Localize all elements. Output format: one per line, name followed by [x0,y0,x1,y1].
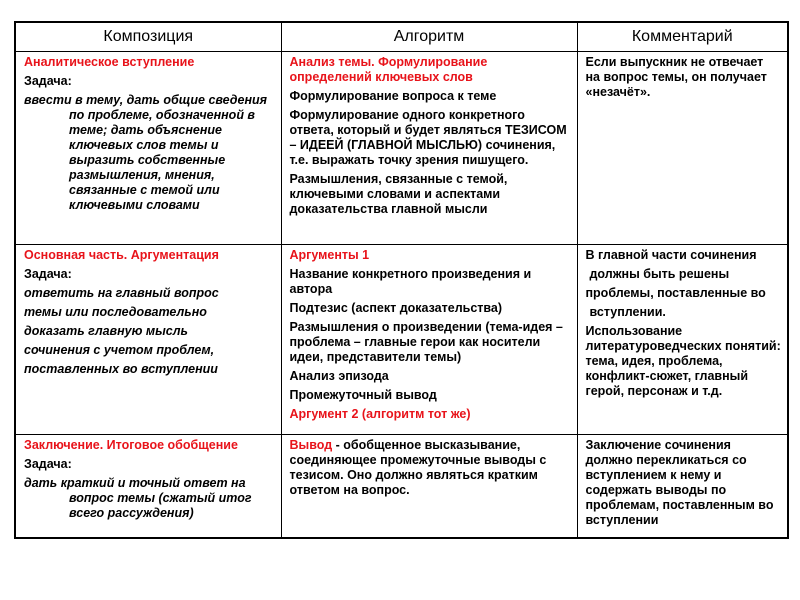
algorithm-step: Размышления о произведении (тема-идея – проблема – главные герои как носители идеи, представители темы) [289,320,563,364]
algorithm-cell [281,435,577,538]
task-label: Задача: [24,74,72,88]
algorithm-step: Название конкретного произведения и автора [289,267,532,296]
comment-text: Если выпускник не отвечает на вопрос темы, он получает «незачёт». [585,55,767,99]
task-line: поставленных во вступлении [24,362,218,376]
comment-line: вступлении. [589,305,666,319]
algorithm-title: Аргументы 1 [289,248,370,262]
algorithm-step: Подтезис (аспект доказательства) [289,301,503,315]
conclusion-lead: Вывод [289,438,333,452]
table-row [15,52,788,245]
header-comment: Комментарий [577,22,788,52]
algorithm-step: Формулирование одного конкретного ответа, который и будет являться ТЕЗИСОМ – ИДЕЕЙ (ГЛАВНОЙ МЫСЛЬЮ) сочинения, т.е. выражать точку зрения пишущего. [289,108,567,167]
algorithm-step: Формулирование вопроса к теме [289,89,497,103]
task-line: темы или последовательно [24,305,207,319]
composition-cell [15,435,281,538]
table-row [15,245,788,435]
task-line: доказать главную мысль [24,324,188,338]
algorithm-footer: Аргумент 2 (алгоритм тот же) [289,407,471,421]
task-line: ответить на главный вопрос [24,286,219,300]
algorithm-step: Анализ эпизода [289,369,389,383]
header-row [15,22,788,52]
composition-cell [15,52,281,245]
comment-text: Заключение сочинения должно перекликаться со вступлением к нему и содержать выводы по проблемам, поставленным во вступлении [585,438,774,527]
algorithm-cell [281,245,577,435]
algorithm-step: Промежуточный вывод [289,388,437,402]
table-row [15,435,788,538]
conclusion-text: - обобщенное высказывание, соединяющее промежуточные выводы с тезисом. Оно должно являться кратким ответом на вопрос. [289,438,547,497]
algorithm-cell [281,52,577,245]
task-text: дать краткий и точный ответ на вопрос темы (сжатый итог всего рассуждения) [24,476,252,520]
comment-line: должны быть решены [589,267,730,281]
comment-line: проблемы, поставленные во [585,286,766,300]
task-line: сочинения с учетом проблем, [24,343,215,357]
comment-cell [577,435,788,538]
composition-cell [15,245,281,435]
task-text: ввести в тему, дать общие сведения по проблеме, обозначенной в теме; дать объяснение ключевых слов темы и выразить собственные размышления, мнения, связанные с темой или ключевыми словами [24,93,267,212]
comment-cell [577,245,788,435]
algorithm-step: Размышления, связанные с темой, ключевыми словами и аспектами доказательства главной мысли [289,172,508,216]
header-algorithm: Алгоритм [281,22,577,52]
comment-cell [577,52,788,245]
task-label: Задача: [24,267,72,281]
algorithm-conclusion [290,438,571,498]
section-title: Заключение. Итоговое обобщение [24,438,238,452]
header-composition: Композиция [15,22,281,52]
algorithm-title: Анализ темы. Формулирование определений ключевых слов [289,55,488,84]
comment-line: В главной части сочинения [585,248,757,262]
task-label: Задача: [24,457,72,471]
comment-text: Использование литературоведческих понятий: тема, идея, проблема, конфликт-сюжет, главный герой, персонаж и т.д. [585,324,781,398]
composition-algorithm-table [14,21,789,539]
section-title: Основная часть. Аргументация [24,248,219,262]
section-title: Аналитическое вступление [24,55,195,69]
